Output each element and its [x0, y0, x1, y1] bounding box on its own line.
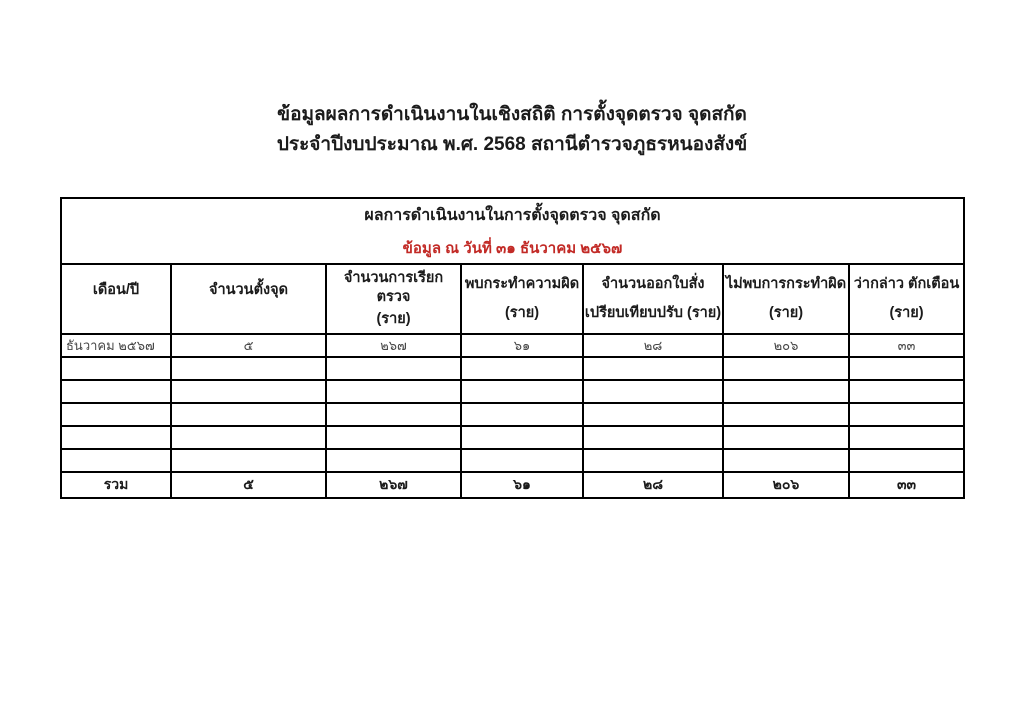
value-cell-warnings: ๓๓ — [849, 334, 964, 357]
empty-table-row — [61, 380, 964, 403]
empty-cell — [61, 403, 171, 426]
empty-cell — [583, 426, 723, 449]
empty-cell — [326, 380, 461, 403]
empty-cell — [171, 426, 326, 449]
empty-cell — [849, 357, 964, 380]
empty-table-row — [61, 426, 964, 449]
empty-cell — [849, 380, 964, 403]
empty-cell — [849, 426, 964, 449]
empty-cell — [723, 426, 849, 449]
empty-cell — [461, 426, 583, 449]
total-value-violations: ๖๑ — [461, 472, 583, 498]
month-year-cell: ธันวาคม ๒๕๖๗ — [61, 334, 171, 357]
table-header-cell — [61, 198, 964, 264]
column-header-month-year: เดือน/ปี — [61, 264, 171, 334]
empty-cell — [723, 357, 849, 380]
column-header-row — [61, 264, 964, 334]
empty-cell — [171, 357, 326, 380]
empty-cell — [61, 357, 171, 380]
empty-cell — [461, 357, 583, 380]
empty-cell — [583, 380, 723, 403]
empty-cell — [849, 449, 964, 472]
empty-cell — [461, 449, 583, 472]
empty-cell — [583, 449, 723, 472]
document-title-line1: ข้อมูลผลการดำเนินงานในเชิงสถิติ การตั้งจุดตรวจ จุดสกัด — [277, 104, 747, 125]
table-header-row — [61, 198, 964, 264]
value-cell-no-violations: ๒๐๖ — [723, 334, 849, 357]
column-header-no-violations: ไม่พบการกระทำผิด (ราย) — [723, 264, 849, 334]
empty-cell — [171, 449, 326, 472]
total-row — [61, 472, 964, 498]
column-header-warnings: ว่ากล่าว ตักเตือน (ราย) — [849, 264, 964, 334]
document-title — [0, 100, 1024, 160]
empty-cell — [61, 380, 171, 403]
value-cell-inspections: ๒๖๗ — [326, 334, 461, 357]
empty-cell — [849, 403, 964, 426]
empty-cell — [326, 357, 461, 380]
empty-cell — [583, 403, 723, 426]
empty-cell — [461, 380, 583, 403]
report-table — [60, 197, 965, 499]
empty-cell — [583, 357, 723, 380]
column-header-violations-found: พบกระทำความผิด (ราย) — [461, 264, 583, 334]
column-header-inspections: จำนวนการเรียกตรวจ (ราย) — [326, 264, 461, 334]
document-title-line2: ประจำปีงบประมาณ พ.ศ. 2568 สถานีตำรวจภูธรหนองสังข์ — [276, 134, 748, 155]
table-title: ผลการดำเนินงานในการตั้งจุดตรวจ จุดสกัด — [364, 206, 661, 224]
empty-cell — [723, 403, 849, 426]
empty-cell — [723, 449, 849, 472]
empty-cell — [326, 426, 461, 449]
total-value-warnings: ๓๓ — [849, 472, 964, 498]
column-header-checkpoints-set: จำนวนตั้งจุด — [171, 264, 326, 334]
table-subtitle-date: ข้อมูล ณ วันที่ ๓๑ ธันวาคม ๒๕๖๗ — [402, 239, 623, 257]
empty-table-row — [61, 357, 964, 380]
empty-cell — [171, 403, 326, 426]
table-row — [61, 334, 964, 357]
empty-cell — [461, 403, 583, 426]
empty-cell — [171, 380, 326, 403]
empty-table-row — [61, 449, 964, 472]
empty-cell — [326, 449, 461, 472]
empty-cell — [61, 426, 171, 449]
total-label-cell: รวม — [61, 472, 171, 498]
value-cell-violations: ๖๑ — [461, 334, 583, 357]
empty-cell — [326, 403, 461, 426]
empty-cell — [61, 449, 171, 472]
total-value-tickets: ๒๘ — [583, 472, 723, 498]
total-value-no-violations: ๒๐๖ — [723, 472, 849, 498]
empty-table-row — [61, 403, 964, 426]
empty-cell — [723, 380, 849, 403]
column-header-tickets-issued: จำนวนออกใบสั่ง เปรียบเทียบปรับ (ราย) — [583, 264, 723, 334]
total-value-inspections: ๒๖๗ — [326, 472, 461, 498]
value-cell-checkpoints: ๕ — [171, 334, 326, 357]
value-cell-tickets: ๒๘ — [583, 334, 723, 357]
total-value-checkpoints: ๕ — [171, 472, 326, 498]
